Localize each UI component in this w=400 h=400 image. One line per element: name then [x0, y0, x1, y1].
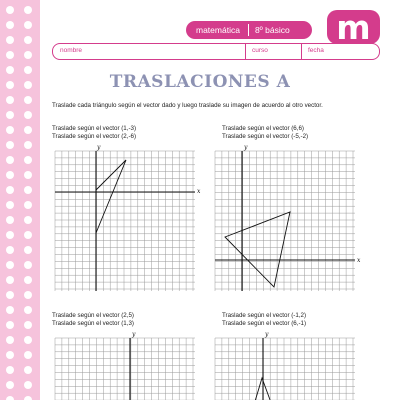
logo-letter: m: [336, 7, 371, 47]
brand-logo: [327, 7, 380, 47]
exercise-3-vector-1: Traslade según el vector (2,5): [52, 312, 134, 319]
exercise-1-caption: [52, 125, 136, 141]
perforation-hole: [24, 246, 32, 254]
triangle: [225, 212, 290, 287]
exercise-2-vector-1: Traslade según el vector (6,6): [222, 125, 304, 132]
field-divider: [301, 44, 302, 59]
perforation-hole: [6, 6, 14, 14]
perforation-hole: [6, 366, 14, 374]
name-field-label: nombre: [60, 47, 83, 54]
triangle: [96, 160, 126, 233]
perforation-hole: [24, 306, 32, 314]
exercise-3-grid: [55, 331, 195, 400]
perforation-hole: [24, 366, 32, 374]
perforation-hole: [6, 246, 14, 254]
exercise-1-grid: [55, 144, 201, 291]
page-title: TRASLACIONES A: [109, 72, 291, 92]
exercise-1-vector-1: Traslade según el vector (1,-3): [52, 125, 137, 132]
perforation-hole: [6, 141, 14, 149]
x-axis-label: x: [197, 188, 201, 195]
perforation-hole: [6, 126, 14, 134]
subject-pill: [186, 21, 312, 39]
exercise-4-vector-2: Traslade según el vector (6,-1): [222, 320, 307, 327]
perforation-hole: [6, 261, 14, 269]
pill-divider: [248, 24, 249, 36]
perforation-hole: [6, 36, 14, 44]
perforation-hole: [6, 276, 14, 284]
perforation-hole: [6, 216, 14, 224]
exercise-4-caption: [222, 312, 306, 328]
perforation-hole: [24, 111, 32, 119]
perforation-hole: [24, 186, 32, 194]
perforation-hole: [24, 171, 32, 179]
perforation-hole: [6, 336, 14, 344]
perforation-hole: [6, 171, 14, 179]
perforated-strip: [0, 0, 40, 400]
exercise-2-caption: [222, 125, 308, 141]
perforation-hole: [6, 291, 14, 299]
perforation-hole: [6, 201, 14, 209]
perforation-hole: [6, 186, 14, 194]
instructions-text: Traslade cada triángulo según el vector dado y luego traslade su imagen de acuerdo al otro vector.: [52, 102, 323, 109]
perforation-hole: [24, 201, 32, 209]
perforation-hole: [24, 321, 32, 329]
perforation-hole: [24, 141, 32, 149]
perforation-hole: [24, 291, 32, 299]
perforation-hole: [6, 306, 14, 314]
perforation-hole: [24, 21, 32, 29]
exercise-2-grid: [215, 144, 361, 291]
perforation-hole: [6, 156, 14, 164]
course-field-label: curso: [252, 47, 268, 54]
perforation-hole: [6, 321, 14, 329]
exercise-4-grid: [215, 331, 355, 400]
perforation-hole: [6, 111, 14, 119]
perforation-hole: [24, 36, 32, 44]
y-axis-label: y: [132, 331, 136, 338]
x-axis-label: x: [357, 257, 361, 264]
exercise-4-vector-1: Traslade según el vector (-1,2): [222, 312, 307, 319]
perforation-hole: [6, 96, 14, 104]
perforation-hole: [24, 126, 32, 134]
exercise-3-caption: [52, 312, 134, 328]
perforation-hole: [24, 96, 32, 104]
perforation-hole: [24, 51, 32, 59]
y-axis-label: y: [265, 331, 269, 338]
perforation-hole: [6, 231, 14, 239]
perforation-hole: [24, 336, 32, 344]
y-axis-label: y: [244, 144, 248, 151]
student-info-bar: [52, 43, 380, 60]
perforation-hole: [24, 381, 32, 389]
perforation-hole: [6, 51, 14, 59]
perforation-hole: [24, 276, 32, 284]
perforation-hole: [24, 396, 32, 400]
exercise-2-vector-2: Traslade según el vector (-5,-2): [222, 133, 309, 140]
date-field-label: fecha: [308, 47, 324, 54]
perforation-hole: [6, 381, 14, 389]
perforation-hole: [24, 261, 32, 269]
perforation-hole: [24, 216, 32, 224]
subject-label: matemática: [196, 25, 240, 35]
perforation-hole: [24, 351, 32, 359]
perforation-hole: [24, 6, 32, 14]
perforation-hole: [6, 351, 14, 359]
perforation-hole: [24, 156, 32, 164]
exercise-3-vector-2: Traslade según el vector (1,3): [52, 320, 134, 327]
perforation-hole: [6, 21, 14, 29]
exercise-1-vector-2: Traslade según el vector (2,-6): [52, 133, 137, 140]
y-axis-label: y: [97, 144, 101, 151]
perforation-hole: [24, 231, 32, 239]
grade-label: 8º básico: [254, 25, 290, 35]
field-divider: [245, 44, 246, 59]
perforation-hole: [6, 396, 14, 400]
